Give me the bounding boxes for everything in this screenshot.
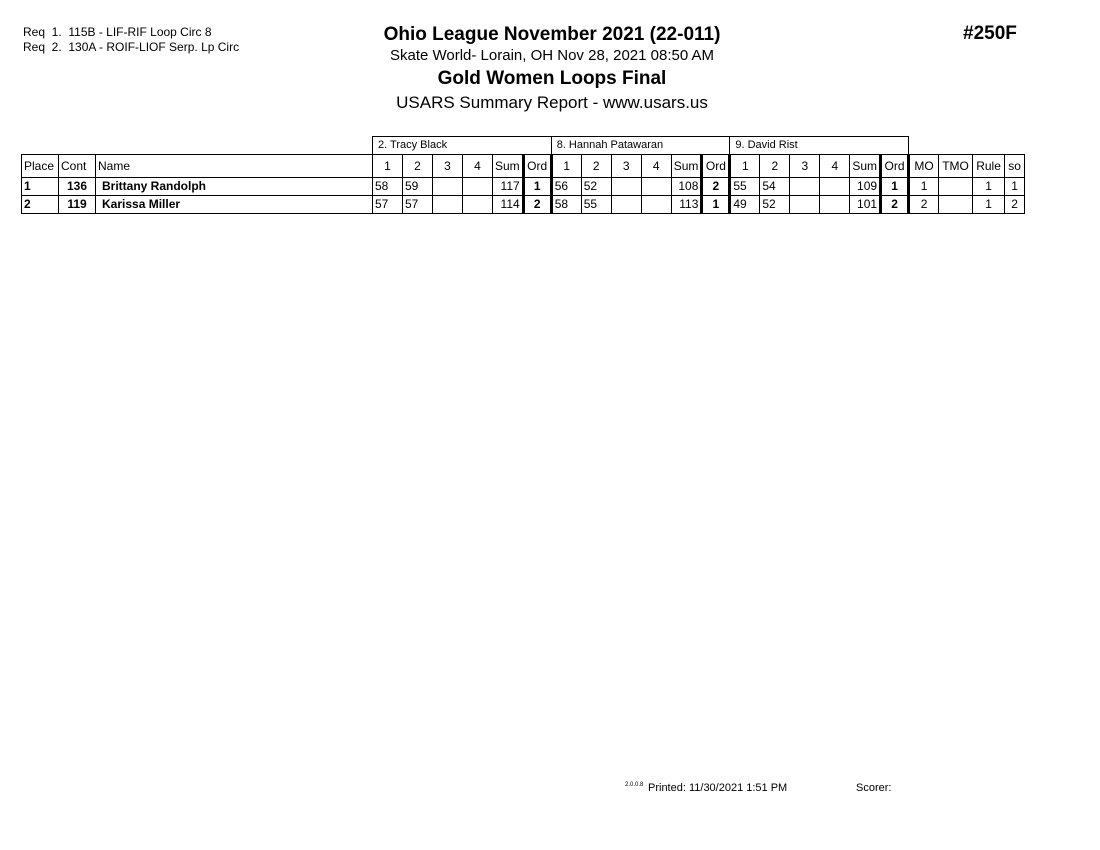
score-cell: 58 [551, 196, 581, 214]
version-stamp: 2.0.0.8 [625, 782, 644, 788]
col-cont: Cont [59, 155, 96, 178]
col-j1-1: 1 [373, 155, 403, 178]
col-j1-ord: Ord [523, 155, 551, 178]
table-row [22, 178, 1025, 196]
report-subtitle: USARS Summary Report - www.usars.us [396, 93, 708, 112]
col-j2-ord: Ord [702, 155, 730, 178]
score-cell: 54 [760, 178, 790, 196]
score-cell [790, 196, 820, 214]
col-j1-3: 3 [433, 155, 463, 178]
ordinal-cell: 2 [702, 178, 730, 196]
col-j3-2: 2 [760, 155, 790, 178]
col-j3-sum: Sum [850, 155, 881, 178]
judge-header-row [22, 137, 1025, 155]
col-j2-1: 1 [551, 155, 581, 178]
so-cell: 2 [1005, 196, 1025, 214]
judge-1-name: 2. Tracy Black [373, 137, 552, 155]
score-cell [611, 196, 641, 214]
sum-cell: 114 [493, 196, 524, 214]
judge-2-name: 8. Hannah Patawaran [551, 137, 730, 155]
col-j3-4: 4 [820, 155, 850, 178]
sum-cell: 109 [850, 178, 881, 196]
requirement-1: Req 1. 115B - LIF-RIF Loop Circ 8 [23, 25, 212, 39]
score-cell: 57 [373, 196, 403, 214]
mo-cell: 1 [909, 178, 939, 196]
ordinal-cell: 2 [523, 196, 551, 214]
score-cell: 55 [581, 196, 611, 214]
score-cell [820, 196, 850, 214]
score-cell [433, 196, 463, 214]
score-cell [641, 178, 671, 196]
col-mo: MO [909, 155, 939, 178]
column-header-row [22, 155, 1025, 178]
place-cell: 2 [22, 196, 59, 214]
col-j3-ord: Ord [881, 155, 909, 178]
tmo-cell [939, 178, 973, 196]
score-cell [433, 178, 463, 196]
venue-line: Skate World- Lorain, OH Nov 28, 2021 08:50 AM [389, 47, 715, 64]
skater-name-cell: Brittany Randolph [96, 178, 373, 196]
sum-cell: 108 [671, 178, 702, 196]
rule-cell: 1 [973, 196, 1005, 214]
ordinal-cell: 1 [881, 178, 909, 196]
col-j2-sum: Sum [671, 155, 702, 178]
table-row [22, 196, 1025, 214]
event-title: Gold Women Loops Final [437, 68, 667, 89]
col-so: so [1005, 155, 1025, 178]
requirements [23, 25, 239, 55]
tmo-cell [939, 196, 973, 214]
score-cell: 58 [373, 178, 403, 196]
results-table [21, 136, 1025, 214]
score-cell [641, 196, 671, 214]
so-cell: 1 [1005, 178, 1025, 196]
place-cell: 1 [22, 178, 59, 196]
score-cell [820, 178, 850, 196]
col-rule: Rule [973, 155, 1005, 178]
score-cell: 55 [730, 178, 760, 196]
score-cell: 59 [403, 178, 433, 196]
score-cell [463, 196, 493, 214]
requirement-2: Req 2. 130A - ROIF-LIOF Serp. Lp Circ [23, 40, 240, 54]
score-cell: 56 [551, 178, 581, 196]
printed-timestamp: Printed: 11/30/2021 1:51 PM [648, 782, 788, 794]
score-cell [611, 178, 641, 196]
rule-cell: 1 [973, 178, 1005, 196]
col-j3-3: 3 [790, 155, 820, 178]
col-j2-3: 3 [611, 155, 641, 178]
ordinal-cell: 2 [881, 196, 909, 214]
event-number: #250F [963, 23, 1017, 44]
scorer-label: Scorer: [856, 782, 892, 794]
score-cell [463, 178, 493, 196]
mo-cell: 2 [909, 196, 939, 214]
col-j1-sum: Sum [493, 155, 524, 178]
col-place: Place [22, 155, 59, 178]
score-cell: 49 [730, 196, 760, 214]
col-j2-4: 4 [641, 155, 671, 178]
sum-cell: 113 [671, 196, 702, 214]
score-cell [790, 178, 820, 196]
score-cell: 52 [581, 178, 611, 196]
ordinal-cell: 1 [523, 178, 551, 196]
score-cell: 57 [403, 196, 433, 214]
col-tmo: TMO [939, 155, 973, 178]
col-j2-2: 2 [581, 155, 611, 178]
ordinal-cell: 1 [702, 196, 730, 214]
sum-cell: 117 [493, 178, 524, 196]
col-j1-2: 2 [403, 155, 433, 178]
col-name: Name [96, 155, 373, 178]
cont-cell: 119 [59, 196, 96, 214]
sum-cell: 101 [850, 196, 881, 214]
judge-3-name: 9. David Rist [730, 137, 909, 155]
report-header [352, 23, 752, 114]
score-cell: 52 [760, 196, 790, 214]
cont-cell: 136 [59, 178, 96, 196]
skater-name-cell: Karissa Miller [96, 196, 373, 214]
col-j1-4: 4 [463, 155, 493, 178]
competition-title: Ohio League November 2021 (22-011) [383, 24, 721, 45]
col-j3-1: 1 [730, 155, 760, 178]
